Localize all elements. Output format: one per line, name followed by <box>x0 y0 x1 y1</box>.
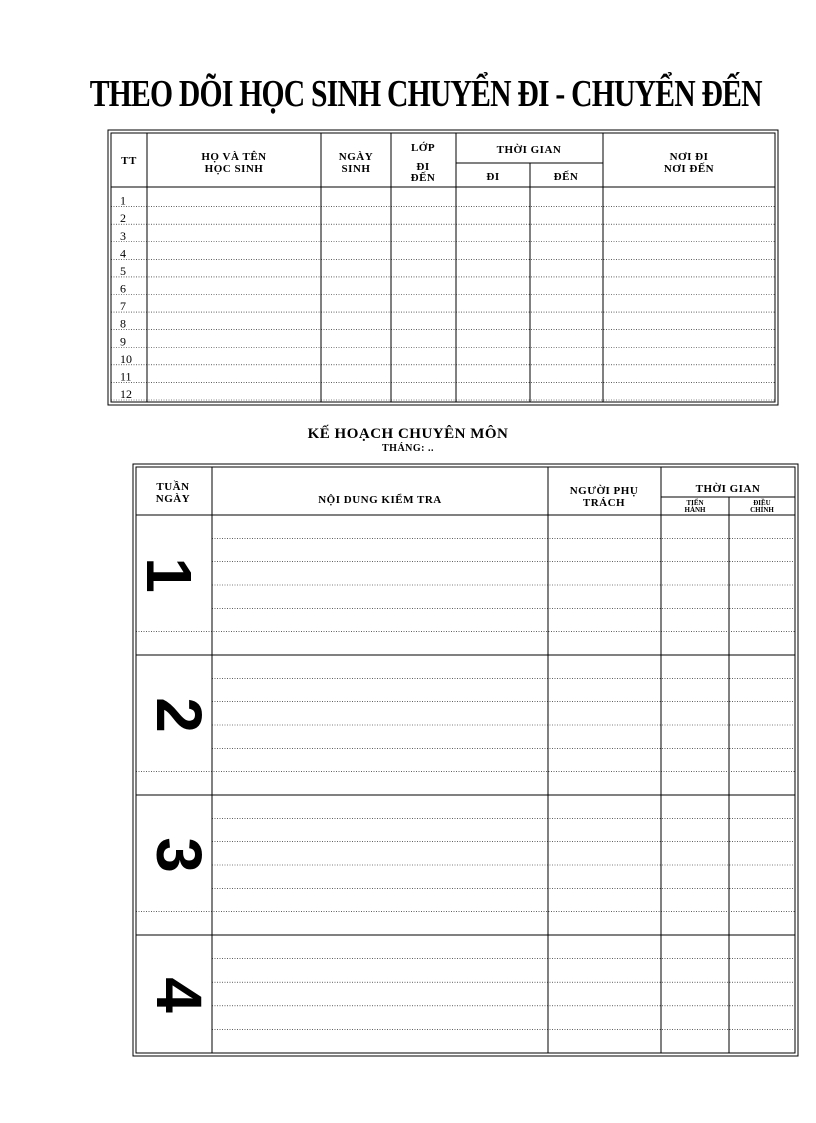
week-number-4: 4 <box>143 977 216 1013</box>
header-name-2: HỌC SINH <box>204 163 264 175</box>
row-number: 10 <box>120 351 132 366</box>
header-tt: TT <box>121 155 137 167</box>
plan-header-do-2: HÀNH <box>684 506 706 514</box>
header-place-2: NƠI ĐẾN <box>663 163 715 175</box>
row-number: 8 <box>120 316 126 331</box>
plan-month: THÁNG: .. <box>382 443 434 454</box>
plan-header-week-1: TUẦN <box>156 481 190 493</box>
row-number: 5 <box>120 263 126 278</box>
row-number: 6 <box>120 281 126 296</box>
week-number-3: 3 <box>143 837 216 873</box>
row-number: 2 <box>120 211 126 226</box>
header-name-1: HỌ VÀ TÊN <box>201 151 267 163</box>
week-number-1: 1 <box>133 557 206 593</box>
plan-header-person-1: NGƯỜI PHỤ <box>569 485 639 497</box>
row-number: 12 <box>120 387 132 401</box>
plan-header-adjust-1: ĐIỀU <box>753 499 771 507</box>
plan-header-adjust-2: CHỈNH <box>750 506 774 514</box>
row-number: 7 <box>120 299 126 314</box>
plan-header-week-2: NGÀY <box>155 493 191 505</box>
header-dob-2: SINH <box>341 163 371 175</box>
header-place-1: NƠI ĐI <box>669 151 709 163</box>
header-class-3: ĐẾN <box>410 172 436 184</box>
plan-header-time: THỜI GIAN <box>695 483 761 495</box>
plan-title: KẾ HOẠCH CHUYÊN MÔN <box>307 426 509 442</box>
header-class-2: ĐI <box>416 161 430 173</box>
row-number: 4 <box>120 246 126 261</box>
row-number: 11 <box>120 369 132 384</box>
header-time-in: ĐẾN <box>553 171 579 183</box>
row-number: 9 <box>120 334 126 349</box>
header-class-1: LỚP <box>410 142 436 154</box>
row-number: 1 <box>120 193 126 208</box>
row-number: 3 <box>120 228 126 243</box>
plan-header-do-1: TIẾN <box>686 499 704 507</box>
plan-table-border <box>133 464 798 1056</box>
header-time: THỜI GIAN <box>496 144 562 156</box>
header-time-out: ĐI <box>486 171 500 183</box>
header-dob-1: NGÀY <box>338 151 374 163</box>
page-title: THEO DÕI HỌC SINH CHUYỂN ĐI - CHUYỂN ĐẾN <box>89 73 762 115</box>
plan-header-content: NỘI DUNG KIỂM TRA <box>318 494 442 506</box>
plan-header-person-2: TRÁCH <box>582 497 626 509</box>
week-number-2: 2 <box>143 697 216 733</box>
